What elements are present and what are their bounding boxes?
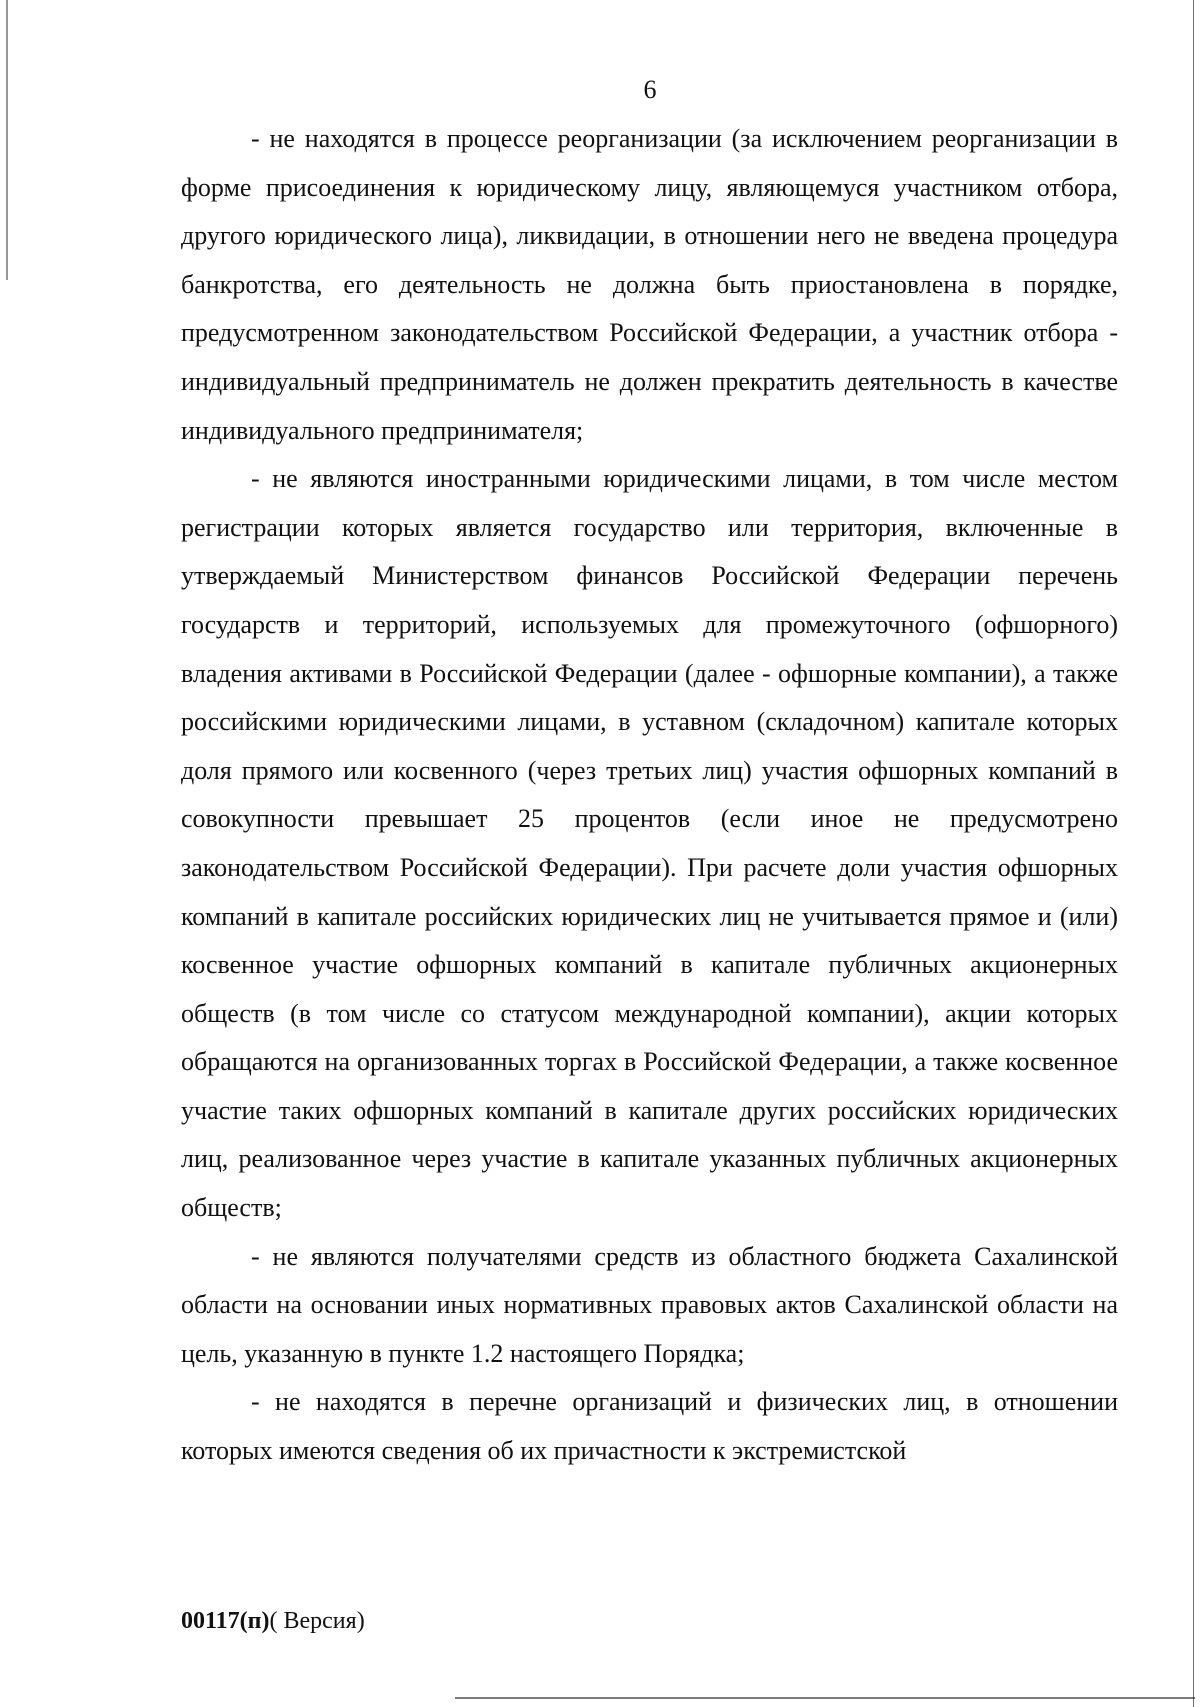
scan-edge-bottom [455,1697,1195,1699]
scan-edge-right [1193,0,1194,1707]
document-footer [181,1606,365,1636]
footer-document-code: 00117(п) [181,1608,270,1634]
scan-edge-left [6,0,8,1707]
paragraph-extremism-list: - не находятся в перечне организаций и физических лиц, в отношении которых имеются сведения об их причастности к экстремистской [181,1387,1118,1466]
page-number: 6 [643,75,657,104]
paragraph-offshore: - не являются иностранными юридическими лицами, в том числе местом регистрации которых является государство или территория, включенные в утверждаемый Министерством финансов Российской Федерации перечень государств и территорий, используемых для промежуточного (офшорного) владения активами в Российской Федерации (далее - офшорные компании), а также российскими юридическими лицами, в уставном (складочном) капитале которых доля прямого или косвенного (через третьих лиц) участия офшорных компаний в совокупности превышает 25 процентов (если иное не предусмотрено законодательством Российской Федерации). При расчете доли участия офшорных компаний в капитале российских юридических лиц не учитывается прямое и (или) косвенное участие офшорных компаний в капитале публичных акционерных обществ (в том числе со статусом международной компании), акции которых обращаются на организованных торгах в Российской Федерации, а также косвенное участие таких офшорных компаний в капитале других российских юридических лиц, реализованное через участие в капитале указанных публичных акционерных обществ; [181,464,1118,1223]
paragraph-budget-recipients: - не являются получателями средств из областного бюджета Сахалинской области на основании иных нормативных правовых актов Сахалинской области на цель, указанную в пункте 1.2 настоящего Порядка; [181,1241,1118,1368]
footer-version-label: ( Версия) [269,1608,365,1634]
paragraph-reorganization: - не находятся в процессе реорганизации (за исключением реорганизации в форме присоединения к юридическому лицу, являющемуся участником отбора, другого юридического лица), ликвидации, в отношении него не введена процедура банкротства, его деятельность не должна быть приостановлена в порядке, предусмотренном законодательством Российской Федерации, а участник отбора - индивидуальный предприниматель не должен прекратить деятельность в качестве индивидуального предпринимателя; [181,124,1118,445]
document-body [181,115,1118,1476]
